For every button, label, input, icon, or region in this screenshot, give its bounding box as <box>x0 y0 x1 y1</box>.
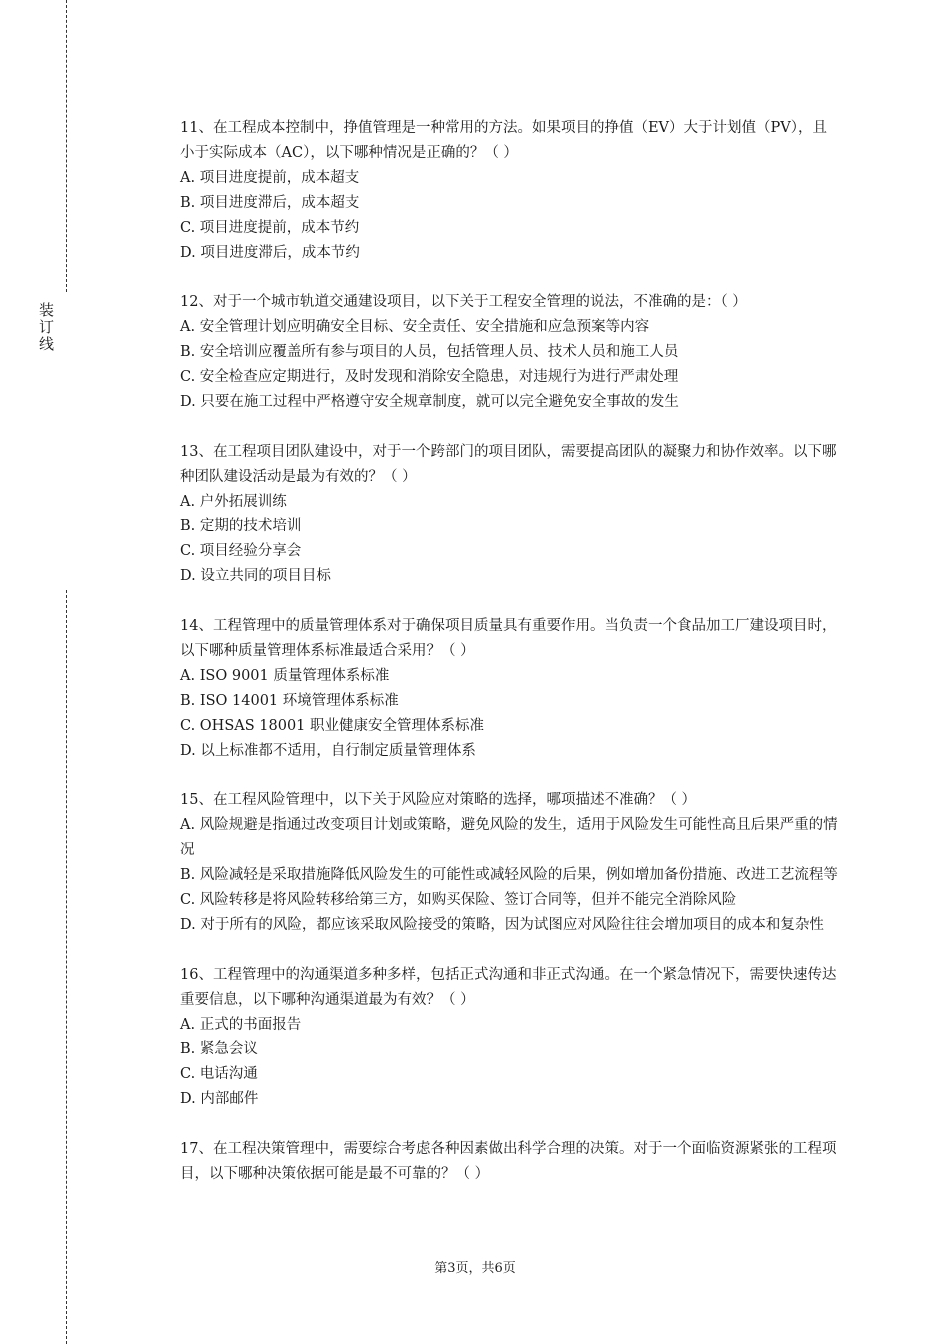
option-b: B. 定期的技术培训 <box>180 518 302 535</box>
question-stem: 12、对于一个城市轨道交通建设项目，以下关于工程安全管理的说法，不准确的是：（ ） <box>180 294 747 311</box>
question-stem: 14、工程管理中的质量管理体系对于确保项目质量具有重要作用。当负责一个食品加工厂建设项目时，以下哪种质量管理体系标准最适合采用？（ ） <box>180 618 837 659</box>
option-a: A. 风险规避是指通过改变项目计划或策略，避免风险的发生，适用于风险发生可能性高且后果严重的情况 <box>180 817 838 859</box>
option-d: D. 对于所有的风险，都应该采取风险接受的策略，因为试图应对风险往往会增加项目的成本和复杂性 <box>180 916 824 933</box>
option-d: D. 设立共同的项目目标 <box>180 568 331 585</box>
option-c: C. 安全检查应定期进行，及时发现和消除安全隐患，对违规行为进行严肃处理 <box>180 369 679 386</box>
option-c: C. 项目经验分享会 <box>180 543 302 560</box>
option-c: C. 电话沟通 <box>180 1066 258 1083</box>
binding-dashed-line-top <box>66 0 67 292</box>
option-d: D. 只要在施工过程中严格遵守安全规章制度，就可以完全避免安全事故的发生 <box>180 393 679 410</box>
option-b: B. ISO 14001 环境管理体系标准 <box>180 692 399 709</box>
option-a: A. 安全管理计划应明确安全目标、安全责任、安全措施和应急预案等内容 <box>180 319 650 336</box>
question-14 <box>180 614 840 763</box>
option-a: A. 正式的书面报告 <box>180 1016 302 1033</box>
question-15 <box>180 788 840 937</box>
option-c: C. 项目进度提前，成本节约 <box>180 219 360 236</box>
option-a: A. 项目进度提前，成本超支 <box>180 169 360 186</box>
binding-dashed-line-bottom <box>66 590 67 1344</box>
option-d: D. 以上标准都不适用，自行制定质量管理体系 <box>180 742 476 759</box>
question-12 <box>180 290 840 415</box>
question-13 <box>180 440 840 589</box>
question-17 <box>180 1137 840 1187</box>
question-stem: 16、工程管理中的沟通渠道多种多样，包括正式沟通和非正式沟通。在一个紧急情况下，需要快速传达重要信息，以下哪种沟通渠道最为有效？（ ） <box>180 966 837 1008</box>
question-stem: 13、在工程项目团队建设中，对于一个跨部门的项目团队，需要提高团队的凝聚力和协作效率。以下哪种团队建设活动是最为有效的？（ ） <box>180 443 837 485</box>
option-b: B. 项目进度滞后，成本超支 <box>180 194 360 211</box>
option-a: A. 户外拓展训练 <box>180 493 287 510</box>
page-footer: 第3页，共6页 <box>434 1261 516 1276</box>
option-d: D. 内部邮件 <box>180 1091 259 1108</box>
option-b: B. 紧急会议 <box>180 1041 258 1058</box>
question-16 <box>180 963 840 1112</box>
question-11 <box>180 116 840 265</box>
question-list <box>180 116 840 1212</box>
binding-label: 装订线 <box>37 302 55 353</box>
question-stem: 11、在工程成本控制中，挣值管理是一种常用的方法。如果项目的挣值（EV）大于计划值（PV），且小于实际成本（AC），以下哪种情况是正确的？（ ） <box>180 120 827 161</box>
option-d: D. 项目进度滞后，成本节约 <box>180 244 360 261</box>
option-b: B. 风险减轻是采取措施降低风险发生的可能性或减轻风险的后果，例如增加备份措施、改进工艺流程等 <box>180 867 838 884</box>
option-b: B. 安全培训应覆盖所有参与项目的人员，包括管理人员、技术人员和施工人员 <box>180 344 679 361</box>
question-stem: 15、在工程风险管理中，以下关于风险应对策略的选择，哪项描述不准确？（ ） <box>180 792 697 809</box>
option-c: C. 风险转移是将风险转移给第三方，如购买保险、签订合同等，但并不能完全消除风险 <box>180 892 737 909</box>
option-a: A. ISO 9001 质量管理体系标准 <box>180 667 390 684</box>
option-c: C. OHSAS 18001 职业健康安全管理体系标准 <box>180 717 485 734</box>
question-stem: 17、在工程决策管理中，需要综合考虑各种因素做出科学合理的决策。对于一个面临资源紧张的工程项目，以下哪种决策依据可能是最不可靠的？（ ） <box>180 1141 837 1182</box>
